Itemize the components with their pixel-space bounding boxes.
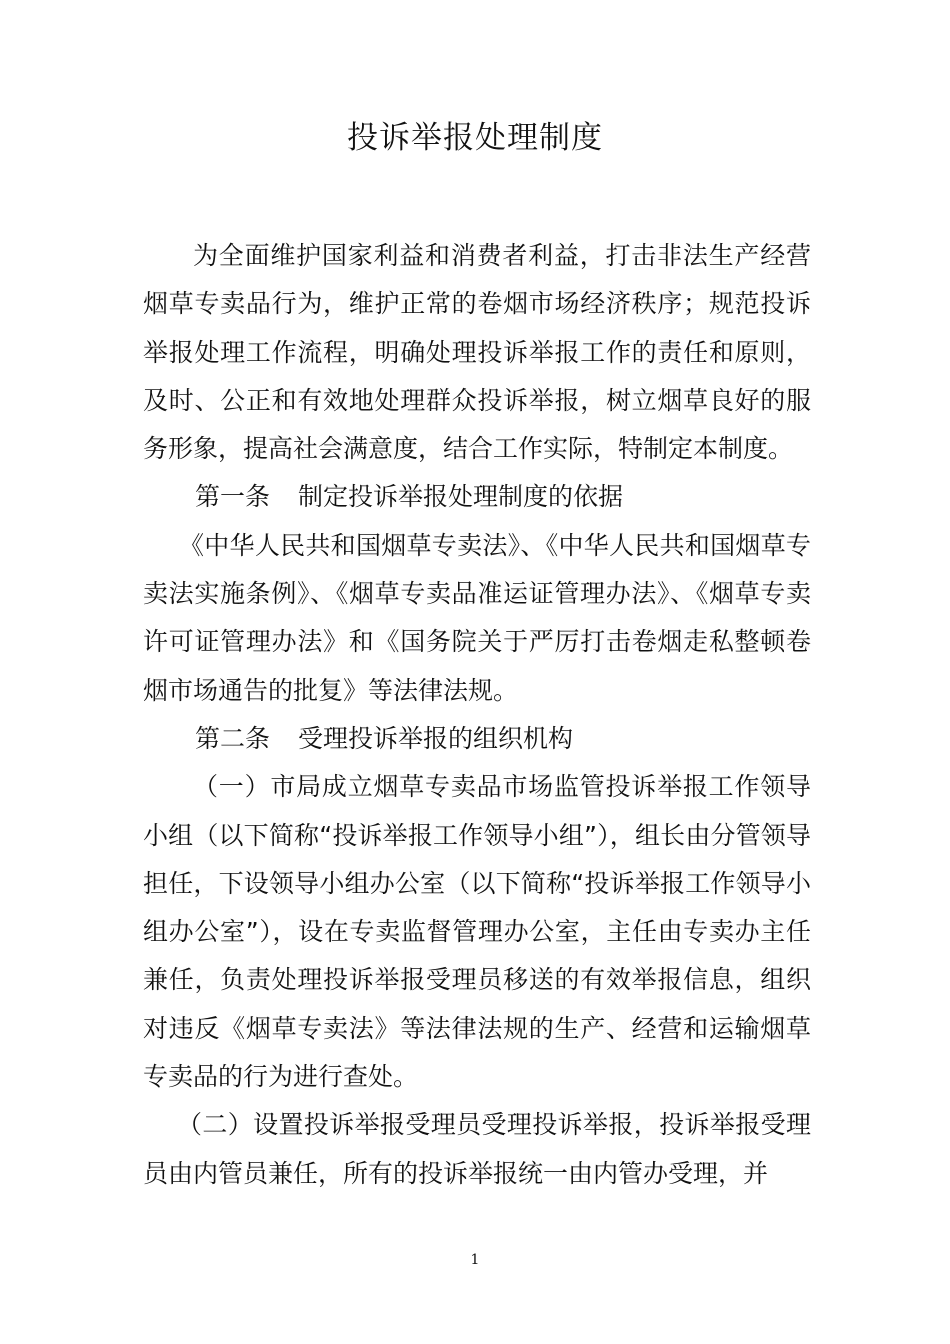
article-1-title: 制定投诉举报处理制度的依据 bbox=[298, 482, 624, 512]
article-1-heading bbox=[143, 473, 811, 521]
article-1-text: 《中华人民共和国烟草专卖法》、《中华人民共和国烟草专卖法实施条例》、《烟草专卖品准运证管理办法》、《烟草专卖许可证管理办法》和《国务院关于严厉打击卷烟走私整顿卷烟市场通告的批复》等法律法规。 bbox=[143, 530, 811, 705]
article-2-heading bbox=[143, 715, 811, 763]
article-2-number: 第二条 bbox=[195, 723, 271, 753]
article-1-number: 第一条 bbox=[195, 482, 271, 512]
intro-paragraph: 为全面维护国家利益和消费者利益，打击非法生产经营烟草专卖品行为，维护正常的卷烟市场经济秩序；规范投诉举报处理工作流程，明确处理投诉举报工作的责任和原则，及时、公正和有效地处理群众投诉举报，树立烟草良好的服务形象，提高社会满意度，结合工作实际，特制定本制度。 bbox=[143, 241, 811, 464]
article-2-title: 受理投诉举报的组织机构 bbox=[298, 723, 574, 753]
article-2-item-1: （一）市局成立烟草专卖品市场监管投诉举报工作领导小组（以下简称“投诉举报工作领导小组”），组长由分管领导担任，下设领导小组办公室（以下简称“投诉举报工作领导小组办公室”），设在专卖监督管理办公室，主任由专卖办主任兼任，负责处理投诉举报受理员移送的有效举报信息，组织对违反《烟草专卖法》等法律法规的生产、经营和运输烟草专卖品的行为进行查处。 bbox=[143, 772, 811, 1092]
page-number: 1 bbox=[470, 1252, 480, 1268]
article-2-item-2: （二）设置投诉举报受理员受理投诉举报，投诉举报受理员由内管员兼任，所有的投诉举报统一由内管办受理，并 bbox=[143, 1110, 811, 1188]
document-body bbox=[143, 232, 811, 1198]
document-title: 投诉举报处理制度 bbox=[347, 120, 603, 156]
